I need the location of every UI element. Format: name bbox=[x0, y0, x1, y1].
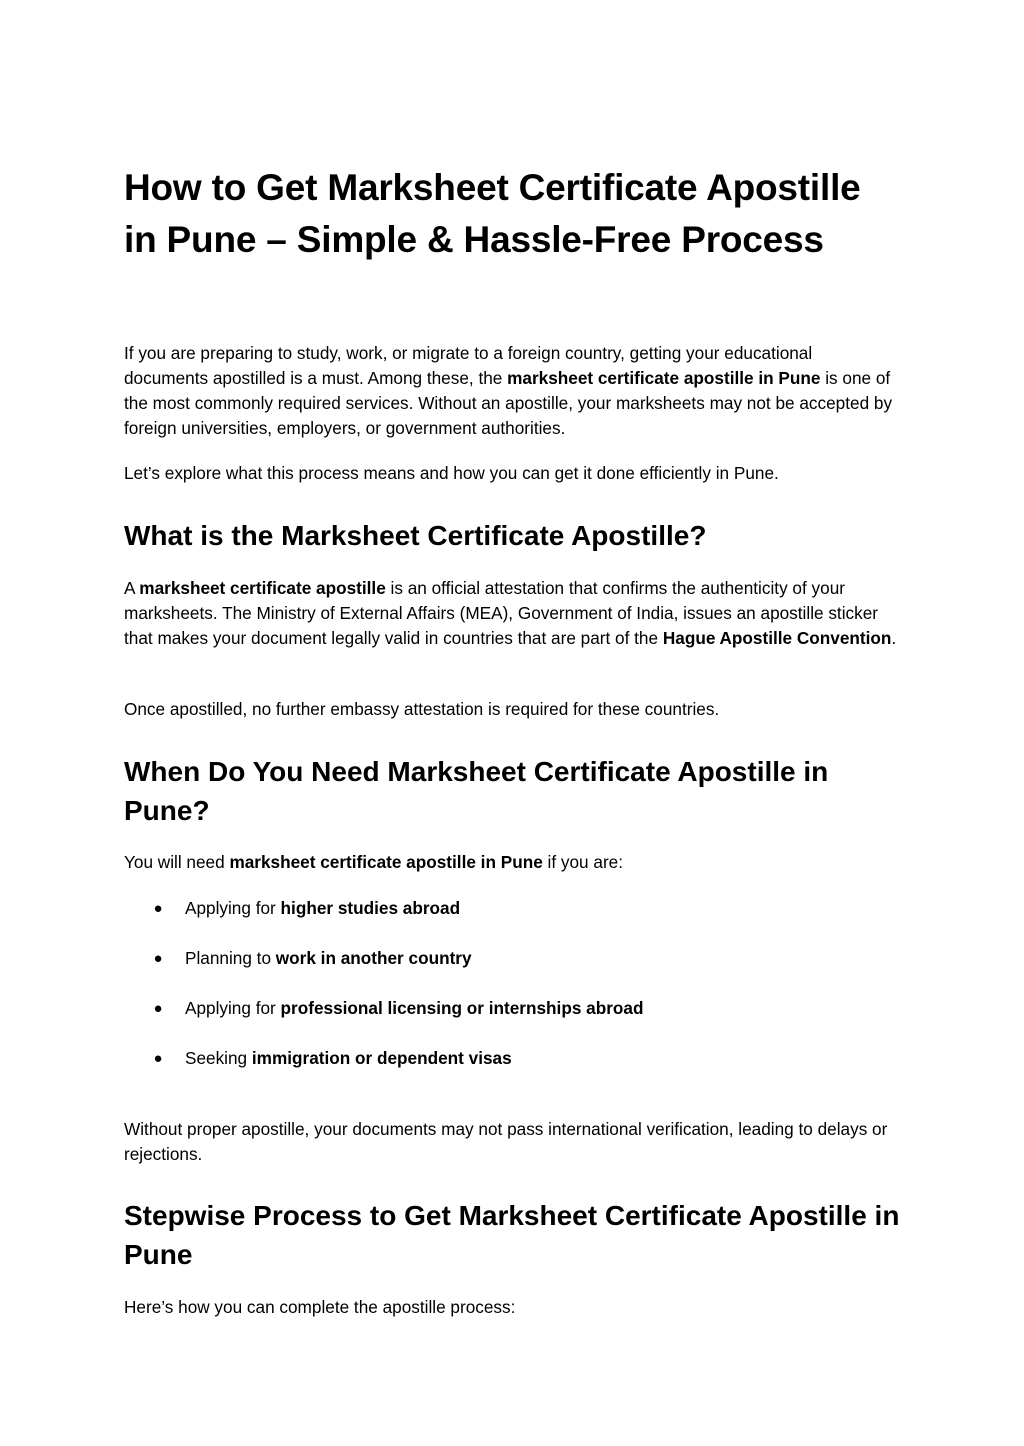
bullet-icon: ● bbox=[153, 950, 163, 967]
hague-convention-bold: Hague Apostille Convention bbox=[662, 628, 892, 648]
definition-text-3: . bbox=[891, 628, 897, 648]
list-item bbox=[152, 946, 925, 971]
bullet-icon: ● bbox=[153, 900, 163, 917]
page-title: How to Get Marksheet Certificate Apostille in Pune – Simple & Hassle-Free Process bbox=[124, 167, 861, 260]
intro-text-2: is one of the most commonly required services. Without an apostille, your marksheets may not be accepted by foreign universities, employers, or government authorities. bbox=[124, 368, 893, 438]
list-item bbox=[152, 996, 925, 1021]
list-item-bold: work in another country bbox=[275, 948, 472, 968]
definition-text-2: is an official attestation that confirms the authenticity of your marksheets. The Ministry of External Affairs (MEA), Government of India, issues an apostille sticker that makes your document legally valid in countries that are part of the bbox=[124, 578, 878, 648]
intro-paragraph-2: Let’s explore what this process means and how you can get it done efficiently in Pune. bbox=[124, 463, 779, 483]
process-lead-paragraph: Here’s how you can complete the apostille process: bbox=[124, 1297, 516, 1317]
embassy-note-paragraph: Once apostilled, no further embassy attestation is required for these countries. bbox=[124, 699, 720, 719]
need-lead-bold-keyword: marksheet certificate apostille in Pune bbox=[229, 852, 543, 872]
list-item bbox=[152, 896, 925, 921]
list-item-text: Applying for bbox=[185, 898, 281, 918]
definition-text-1: A bbox=[124, 578, 140, 598]
intro-bold-keyword: marksheet certificate apostille in Pune bbox=[507, 368, 821, 388]
verification-warning-paragraph: Without proper apostille, your documents may not pass international verification, leading to delays or rejections. bbox=[124, 1119, 888, 1164]
bullet-icon: ● bbox=[153, 1050, 163, 1067]
bullet-icon: ● bbox=[153, 1000, 163, 1017]
list-item-bold: higher studies abroad bbox=[280, 898, 461, 918]
need-lead-paragraph bbox=[124, 850, 900, 875]
list-item-bold: immigration or dependent visas bbox=[251, 1048, 512, 1068]
section-heading-what-is: What is the Marksheet Certificate Apostille? bbox=[124, 520, 707, 551]
definition-paragraph bbox=[124, 576, 900, 651]
list-item-text: Applying for bbox=[185, 998, 281, 1018]
section-heading-stepwise-process: Stepwise Process to Get Marksheet Certificate Apostille in Pune bbox=[124, 1200, 900, 1270]
list-item bbox=[152, 1046, 925, 1071]
need-lead-text-2: if you are: bbox=[542, 852, 623, 872]
list-item-text: Seeking bbox=[185, 1048, 252, 1068]
need-lead-text-1: You will need bbox=[124, 852, 230, 872]
intro-text-1: If you are preparing to study, work, or migrate to a foreign country, getting your educational documents apostilled is a must. Among these, the bbox=[124, 343, 813, 388]
section-heading-when-needed: When Do You Need Marksheet Certificate Apostille in Pune? bbox=[124, 756, 829, 826]
list-item-bold: professional licensing or internships abroad bbox=[280, 998, 644, 1018]
list-item-text: Planning to bbox=[185, 948, 276, 968]
intro-paragraph bbox=[124, 341, 900, 441]
definition-bold-keyword: marksheet certificate apostille bbox=[139, 578, 386, 598]
